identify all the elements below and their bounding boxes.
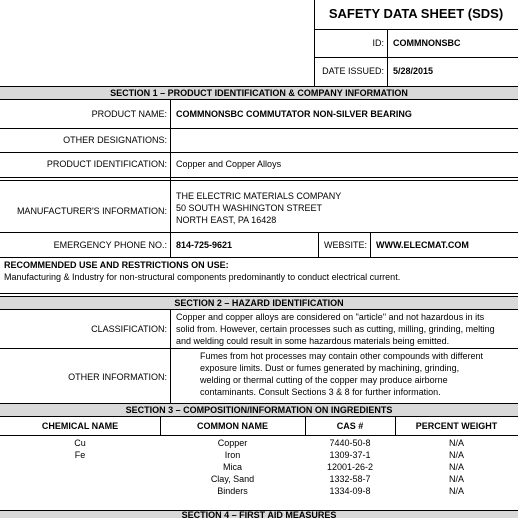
common-name-cell: Mica [222,462,242,472]
row-rule [0,177,518,178]
row-rule [0,180,518,181]
table-header-rule [0,435,518,436]
recommended-use-value: Manufacturing & Industry for non-structural components predominantly to conduct electrical current. [4,272,401,282]
classification-label: CLASSIFICATION: [91,324,167,334]
row-rule [0,348,518,349]
cas-cell: 7440-50-8 [329,438,371,448]
column-divider [170,100,171,180]
section-4-title: SECTION 4 – FIRST AID MEASURES [0,510,518,518]
section-1-title: SECTION 1 – PRODUCT IDENTIFICATION & COMPANY INFORMATION [0,86,518,100]
column-divider [170,348,171,404]
section-2-title: SECTION 2 – HAZARD IDENTIFICATION [0,296,518,310]
other-designations-label: OTHER DESIGNATIONS: [63,135,167,145]
product-name-label: PRODUCT NAME: [91,109,167,119]
chemical-name-cell: Fe [74,450,86,460]
column-divider [170,180,171,232]
classification-value: Copper and copper alloys are considered on "article" and not hazardous in its solid from. However, certain processes such as cutting, milling, grinding, melting and welding could result in some hazardous materials being emitted. [176,312,495,346]
website-label: WEBSITE: [323,240,367,250]
other-information-value: Fumes from hot processes may contain other compounds with different exposure limits. Dust or fumes generated by machining, grinding, welding or thermal cutting of the copper may produce airborne contaminants. Consult Sections 3 & 8 for further information. [200,351,483,397]
product-identification-value: Copper and Copper Alloys [176,159,282,169]
cas-cell: 1334-09-8 [329,486,371,496]
percent-weight-cell: N/A [448,438,464,448]
cas-cell: 1332-58-7 [329,474,371,484]
percent-weight-cell: N/A [448,450,464,460]
website-value[interactable]: WWW.ELECMAT.COM [376,240,469,250]
date-issued-value: 5/28/2015 [393,66,434,76]
table-header-cas: CAS # [336,421,364,431]
header-divider [387,29,388,86]
header-rule [314,29,518,30]
percent-weight-cell: N/A [448,474,464,484]
common-name-cell: Binders [217,486,248,496]
cas-cell: 1309-37-1 [329,450,371,460]
column-divider [370,232,371,257]
header-rule [314,57,518,58]
manufacturer-value: THE ELECTRIC MATERIALS COMPANY 50 SOUTH WASHINGTON STREET NORTH EAST, PA 16428 [176,191,342,225]
common-name-cell: Clay, Sand [210,474,255,484]
row-rule [0,152,518,153]
sds-title: SAFETY DATA SHEET (SDS) [328,6,504,21]
cas-cell: 12001-26-2 [326,462,374,472]
emergency-phone-value: 814-725-9621 [176,240,233,250]
table-header-percent-weight: PERCENT WEIGHT [415,421,498,431]
row-rule [0,128,518,129]
row-rule [0,293,518,294]
percent-weight-cell: N/A [448,486,464,496]
table-header-chemical-name: CHEMICAL NAME [41,421,119,431]
emergency-phone-label: EMERGENCY PHONE NO.: [53,240,167,250]
id-label: ID: [372,38,384,48]
id-value: COMMNONSBC [393,38,461,48]
common-name-cell: Iron [224,450,241,460]
row-rule [0,232,518,233]
percent-weight-cell: N/A [448,462,464,472]
section-3-title: SECTION 3 – COMPOSITION/INFORMATION ON INGREDIENTS [0,403,518,417]
common-name-cell: Copper [217,438,248,448]
row-rule [0,257,518,258]
table-header-common-name: COMMON NAME [197,421,268,431]
column-divider [170,232,171,257]
chemical-name-cell: Cu [74,438,86,448]
product-identification-label: PRODUCT IDENTIFICATION: [46,159,167,169]
date-issued-label: DATE ISSUED: [322,66,384,76]
product-name-value: COMMNONSBC COMMUTATOR NON-SILVER BEARING [176,109,412,119]
recommended-use-label: RECOMMENDED USE AND RESTRICTIONS ON USE: [4,260,229,270]
column-divider [170,310,171,348]
other-information-label: OTHER INFORMATION: [68,372,167,382]
manufacturer-label: MANUFACTURER'S INFORMATION: [16,206,167,216]
